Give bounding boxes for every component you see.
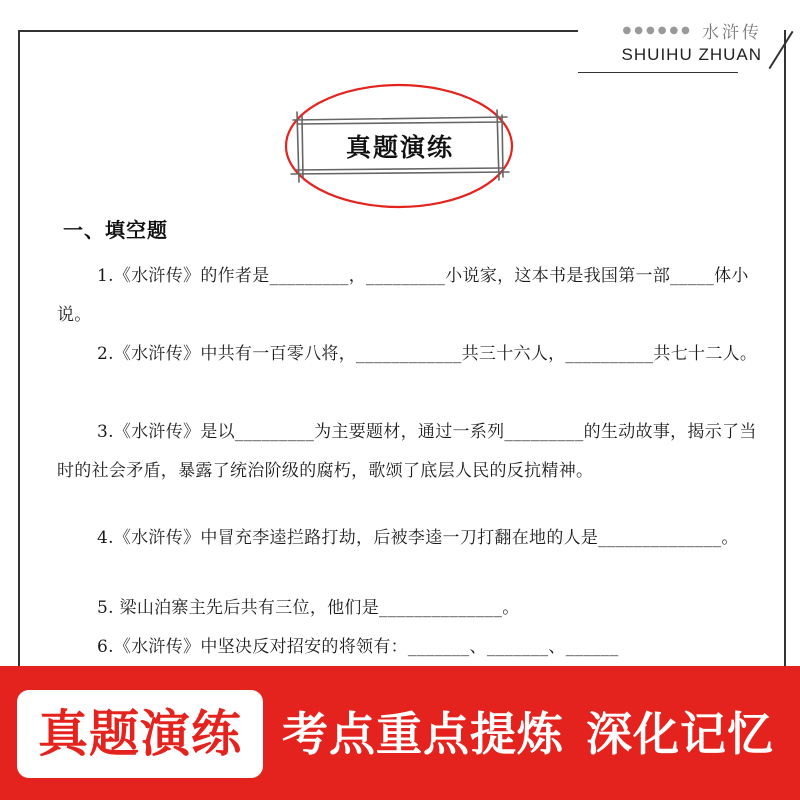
decorative-dots: ●●●●●● [622,25,693,36]
question-6 [57,628,759,667]
book-title-cn: 水浒传 [702,23,762,43]
title-badge-text: 真题演练 [345,133,454,162]
banner-slogan-1: 考点重点提炼 [282,707,564,761]
question-4 [57,519,759,558]
question-3-text: 3.《水浒传》是以_________为主要题材，通过一系列_________的生动故事，揭示了当时的社会矛盾，暴露了统治阶级的腐朽，歌颂了底层人民的反抗精神。 [57,422,757,481]
frame-top-line [18,30,578,32]
book-title-en: SHUIHU ZHUAN [621,45,762,64]
question-3 [57,413,759,491]
banner-badge-text: 真题演练 [38,705,242,763]
book-brand [622,18,762,65]
brand-underline [578,72,738,73]
section-heading: 一、填空题 [63,218,168,242]
question-4-text: 4.《水浒传》中冒充李逵拦路打劫，后被李逵一刀打翻在地的人是______________。 [97,528,739,548]
question-5 [57,589,759,628]
question-2 [57,335,759,374]
question-5-text: 5. 梁山泊寨主先后共有三位，他们是______________。 [97,598,520,618]
banner-slogan [282,696,774,772]
question-1-text: 1.《水浒传》的作者是_________，_________小说家，这本书是我国第一部_____体小说。 [57,266,749,325]
question-6-text: 6.《水浒传》中坚决反对招安的将领有：_______、_______、______ [97,637,619,657]
question-1 [57,257,759,335]
question-2-text: 2.《水浒传》中共有一百零八将，____________共三十六人，__________共七十二人。 [97,344,758,364]
banner-slogan-2: 深化记忆 [586,707,774,761]
